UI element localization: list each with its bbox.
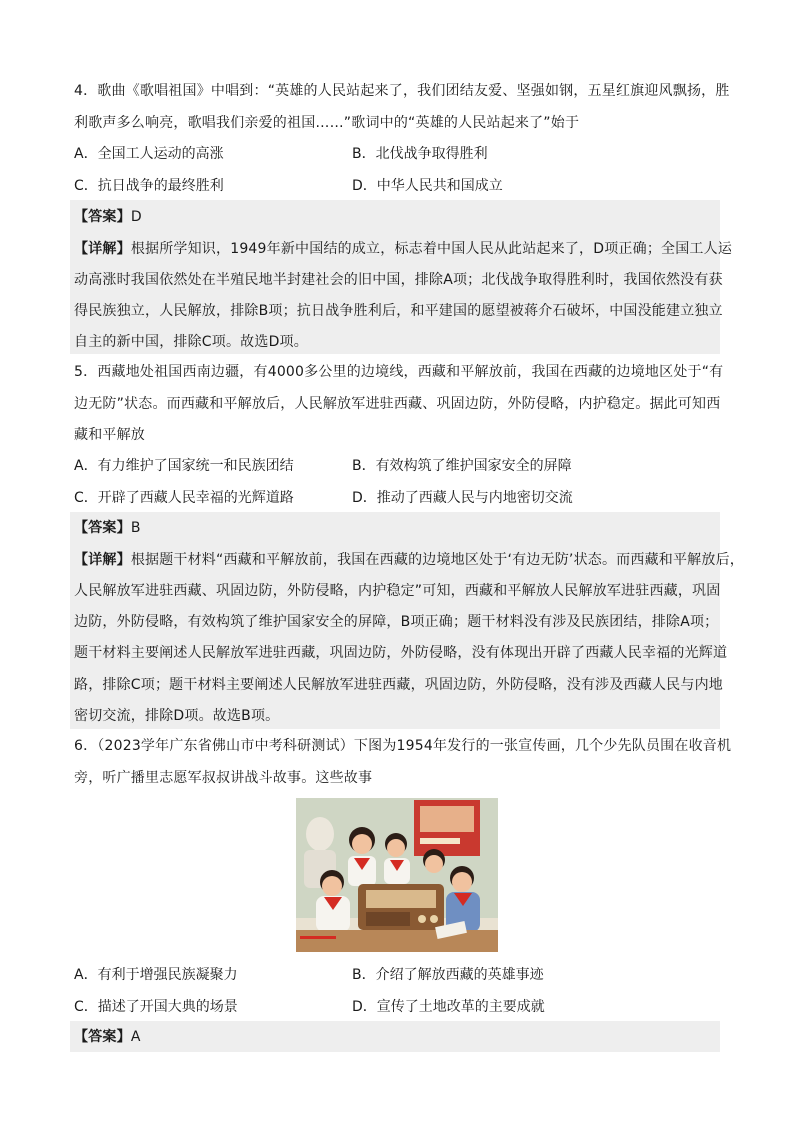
q4-stem-line-1: 4．歌曲《歌唱祖国》中唱到：“英雄的人民站起来了，我们团结友爱、坚强如钢，五星红旗迎风飘扬，胜 [74,83,730,99]
radio-knob [430,915,438,923]
q5-option-d: D．推动了西藏人民与内地密切交流 [352,490,573,506]
detail-text: 根据所学知识，1949年新中国结的成立，标志着中国人民从此站起来了，D项正确；全国工人运 [130,241,733,257]
q5-detail-line-5: 路，排除C项；题干材料主要阐述人民解放军进驻西藏，巩固边防，外防侵略，没有涉及西藏人民与内地 [74,677,723,693]
q6-option-b: B．介绍了解放西藏的英雄事迹 [352,967,544,983]
propaganda-poster-image [296,798,498,952]
q4-detail-line-2: 动高涨时我国依然处在半殖民地半封建社会的旧中国，排除A项；北伐战争取得胜利时，我国依然没有获 [74,272,723,288]
q4-option-b: B．北伐战争取得胜利 [352,146,488,162]
q5-detail-line-2: 人民解放军进驻西藏、巩固边防，外防侵略，内护稳定”可知，西藏和平解放人民解放军进驻西藏，巩固 [74,583,721,599]
q6-option-a: A．有利于增强民族凝聚力 [74,967,238,983]
q5-option-c: C．开辟了西藏人民幸福的光辉道路 [74,490,294,506]
poster-caption-mark [300,936,336,939]
answer-value: D [130,209,142,225]
answer-tag: 【答案】 [74,520,131,536]
radio-dial [366,890,436,908]
q4-option-c: C．抗日战争的最终胜利 [74,178,224,194]
child-face [425,855,443,873]
child-face [322,876,342,896]
q6-answer [74,1027,141,1047]
q4-stem-line-2: 利歌声多么响亮，歌唱我们亲爱的祖国……”歌词中的“英雄的人民站起来了”始于 [74,115,580,131]
q4-answer [74,207,142,227]
wall-poster-caption [420,838,460,844]
bust-head [306,817,334,851]
table [296,930,498,952]
detail-text: 根据题干材料“西藏和平解放前，我国在西藏的边境地区处于‘有边无防’状态。而西藏和平解放后， [130,552,744,568]
wall-poster-figure [420,806,474,832]
answer-value: B [130,520,141,536]
q5-stem-line-2: 边无防”状态。而西藏和平解放后，人民解放军进驻西藏、巩固边防，外防侵略，内护稳定。据此可知西 [74,396,721,412]
answer-tag: 【答案】 [74,209,131,225]
q6-stem-line-2: 旁，听广播里志愿军叔叔讲战斗故事。这些故事 [74,770,373,786]
poster-illustration [296,798,498,952]
q4-detail-line-3: 得民族独立，人民解放，排除B项；抗日战争胜利后，和平建国的愿望被蒋介石破坏，中国没能建立独立 [74,303,723,319]
q5-detail-line-6: 密切交流，排除D项。故选B项。 [74,708,280,724]
q6-option-d: D．宣传了土地改革的主要成就 [352,999,545,1015]
q5-detail-line-3: 边防，外防侵略，有效构筑了维护国家安全的屏障，B项正确；题干材料没有涉及民族团结，排除A项； [74,614,719,630]
q5-detail-line-1 [74,550,744,570]
radio-knob [418,915,426,923]
q4-detail-line-4: 自主的新中国，排除C项。故选D项。 [74,334,308,350]
q4-option-a: A．全国工人运动的高涨 [74,146,224,162]
q5-stem-line-1: 5．西藏地处祖国西南边疆，有4000多公里的边境线，西藏和平解放前，我国在西藏的边境地区处于“有 [74,364,724,380]
q4-option-d: D．中华人民共和国成立 [352,178,503,194]
q5-detail-line-4: 题干材料主要阐述人民解放军进驻西藏，巩固边防，外防侵略，没有体现出开辟了西藏人民幸福的光辉道 [74,645,728,661]
child-face [387,839,405,857]
q5-stem-line-3: 藏和平解放 [74,427,145,443]
radio-speaker [366,912,410,926]
detail-tag: 【详解】 [74,552,131,568]
answer-tag: 【答案】 [74,1029,131,1045]
q6-option-c: C．描述了开国大典的场景 [74,999,238,1015]
q6-answer-block [70,1021,720,1052]
detail-tag: 【详解】 [74,241,131,257]
q5-option-a: A．有力维护了国家统一和民族团结 [74,458,294,474]
q5-answer [74,518,141,538]
q5-option-b: B．有效构筑了维护国家安全的屏障 [352,458,572,474]
child-face [452,872,472,892]
answer-value: A [130,1029,141,1045]
q4-detail-line-1 [74,239,732,259]
child-face [352,834,372,854]
q6-stem-line-1: 6．（2023学年广东省佛山市中考科研测试）下图为1954年发行的一张宣传画，几个少先队员围在收音机 [74,738,732,754]
